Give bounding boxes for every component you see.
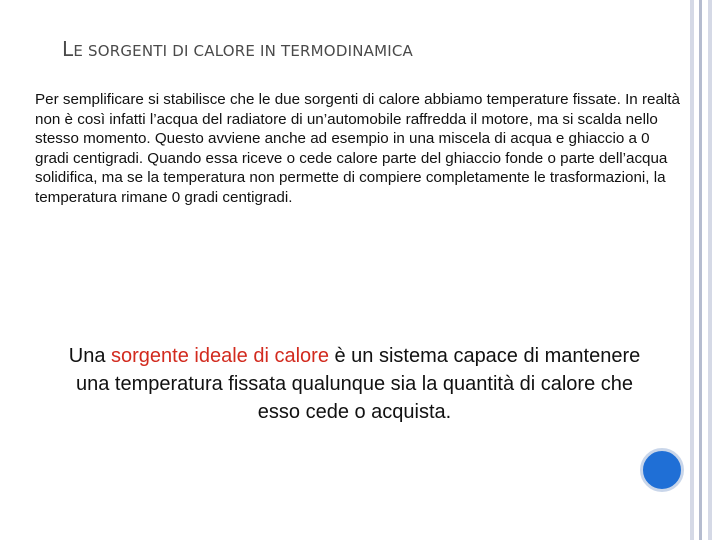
blue-circle-bullet-icon xyxy=(640,448,684,492)
definition-suffix: è un sistema capace di mantenere una temperatura fissata qualunque sia la quantità di calore che esso cede o acquista. xyxy=(75,345,641,423)
explanation-paragraph: Per semplificare si stabilisce che le due sorgenti di calore abbiamo temperature fissate. In realtà non è così infatti l’acqua del radiatore di un’automobile raffredda il motore, ma si scalda nello stesso momento. Questo avviene anche ad esempio in una miscela di acqua e ghiaccio a 0 gradi centigradi. Quando essa riceve o cede calore parte del ghiaccio fonde o parte dell’acqua solidifica, ma se la temperatura non permette di compiere completamente le trasformazioni, la temperatura rimane 0 gradi centigradi. xyxy=(35,91,680,206)
slide-title xyxy=(62,26,413,64)
slide-title-rest: E SORGENTI DI CALORE IN TERMODINAMICA xyxy=(73,42,413,60)
definition-prefix: Una xyxy=(68,345,112,367)
right-edge-stripe-mid xyxy=(699,0,702,540)
ideal-heat-source-definition xyxy=(62,342,647,426)
slide-title-initial: L xyxy=(62,37,74,61)
definition-highlight: sorgente ideale di calore xyxy=(111,345,329,367)
right-edge-stripe-light xyxy=(690,0,694,540)
right-edge-stripe-outer xyxy=(708,0,712,540)
